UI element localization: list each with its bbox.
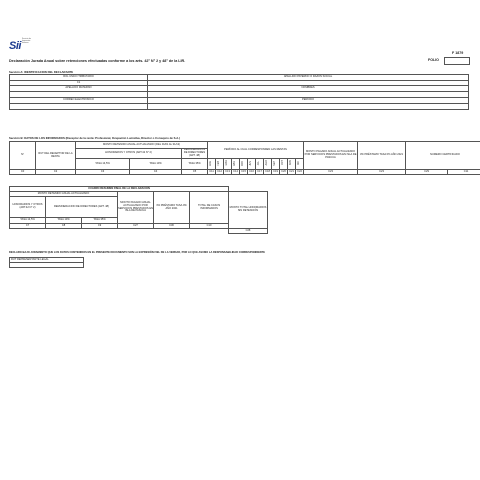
month-label: FEB xyxy=(217,160,221,166)
cuadro-code: C7 xyxy=(10,224,46,229)
numero-certificado-label: NUMERO CERTIFICADO xyxy=(406,142,480,170)
month-header xyxy=(264,159,272,170)
form-title: Declaración Jurada Anual sobre retenciones efectuadas conforme a los arts. 42° N° 2 y 48° de la LIR. xyxy=(9,59,186,63)
code-cell: C20 xyxy=(281,169,286,173)
code-cell: C4 xyxy=(130,170,182,175)
section-a-title: Sección A: IDENTIFICACION DEL DECLARANTE xyxy=(9,70,74,74)
cuadro-code: C9 xyxy=(82,224,118,229)
cuadro-code: C10 xyxy=(190,224,229,229)
month-header xyxy=(296,159,304,170)
month-header xyxy=(256,159,264,170)
code-cell: C13 xyxy=(225,169,230,173)
month-label: MAY xyxy=(241,160,245,166)
honorarios-label: HONORARIOS Y OTROS (ART.42 N° 2) xyxy=(76,149,182,159)
month-label: NOV xyxy=(289,160,293,166)
rol-label: ROL UNICO TRIBUTARIO xyxy=(10,75,148,81)
cuadro-tasa-3: TASA 35% xyxy=(82,218,118,224)
month-label: MAR xyxy=(225,160,229,166)
periodo-field[interactable] xyxy=(148,104,469,110)
month-header xyxy=(248,159,256,170)
cuadro-title: CUADRO RESUMEN FINAL DE LA DECLARACIÓN xyxy=(10,187,229,192)
tasa-1-label: TASA 14,5% xyxy=(76,159,130,170)
code-cell: C17 xyxy=(257,169,262,173)
sii-logo xyxy=(9,36,41,50)
folio-field[interactable] xyxy=(444,57,470,65)
cuadro-total-casos-label: TOTAL DE CASOS INFORMADOS xyxy=(190,192,229,224)
code-cell: C16 xyxy=(249,169,254,173)
section-b-title: Sección B: DATOS DE LOS INFORMADOS (Receptor de la renta: Profesional, Ocupación Lucrativa, Director o Consejero de S.A.) xyxy=(9,136,181,140)
section-b-table xyxy=(9,141,480,175)
remuneracion-label: REMUNERACION DE DIRECTORES (ART. 48) xyxy=(182,149,208,159)
code-cell: C22 xyxy=(297,169,302,173)
correo-field[interactable] xyxy=(10,104,148,110)
code-cell: C0 xyxy=(10,170,36,175)
logo-subtext: Servicio de Impuestos Internos xyxy=(22,38,31,44)
apellido-materno-label: APELLIDO MATERNO xyxy=(10,86,148,92)
code-cell: C21 xyxy=(289,169,294,173)
cuadro-resumen-table xyxy=(9,186,229,229)
cuadro-code: C8 xyxy=(46,224,82,229)
rut-receptor-label: RUT DEL RECEPTOR DE LA RENTA xyxy=(36,142,76,170)
cuadro-code: C27 xyxy=(118,224,154,229)
code-cell: C29 xyxy=(406,170,448,175)
code-cell: C14 xyxy=(233,169,238,173)
monto-pagado-label: MONTO PAGADO ANUAL ACTUALIZADO POR SERVICIOS PRESTADOS EN ISLA DE PASCUA xyxy=(304,142,358,170)
code-cell: C18 xyxy=(265,169,270,173)
month-header xyxy=(216,159,224,170)
month-label: AGO xyxy=(265,160,269,166)
monto-retenido-label: MONTO RETENIDO ANUAL ACTUALIZADO (DEL 01/01 AL 31/12) xyxy=(76,142,208,149)
cuadro-honorarios-label: HONORARIOS Y OTROS (ART.42 N° 2) xyxy=(10,197,46,218)
month-label: ABR xyxy=(233,160,237,166)
folio-label: FOLIO xyxy=(428,58,439,62)
tasa-2-label: TASA 10% xyxy=(130,159,182,170)
apellido-paterno-label: APELLIDO PATERNO O RAZON SOCIAL xyxy=(148,75,469,81)
nro-label: Nº xyxy=(10,142,36,170)
month-label: DIC xyxy=(297,160,301,166)
rut-representante-label: RUT REPRESENTANTE LEGAL xyxy=(10,258,84,263)
code-cell: C11 xyxy=(209,169,214,173)
cuadro-prestamo-label: 3% PRÉSTAMO TASA 0% AÑO 2021 xyxy=(154,192,190,224)
cuadro-code: C30 xyxy=(154,224,190,229)
code-cell: C12 xyxy=(217,169,222,173)
cuadro-monto-total-table xyxy=(228,191,268,234)
code-cell: C19 xyxy=(273,169,278,173)
month-label: JUN xyxy=(249,160,253,166)
code-cell: C5 xyxy=(182,170,208,175)
periodo-label: PERIODO xyxy=(148,98,469,104)
month-label: ENE xyxy=(209,160,213,166)
month-header xyxy=(240,159,248,170)
rut-representante-table xyxy=(9,257,84,268)
logo-text: Sii xyxy=(9,40,21,52)
cuadro-monto-pagado-label: MONTO PAGADO ANUAL ACTUALIZADO POR SERVICIOS PRESTADOS EN ISLA DE PASCUA xyxy=(118,192,154,224)
rut-representante-field[interactable] xyxy=(10,263,84,268)
month-header xyxy=(288,159,296,170)
prestamo-label: 3% PRÉSTAMO TASA 0% AÑO 2021 xyxy=(358,142,406,170)
month-header xyxy=(272,159,280,170)
form-code: F 1879 xyxy=(452,51,464,55)
cuadro-monto-total-label: MONTO TOTAL HONORARIOS SIN RETENCIÓN xyxy=(229,192,268,229)
cuadro-tasa-2: TASA 10% xyxy=(46,218,82,224)
cuadro-remuneracion-label: REMUNERACION DE DIRECTORES (ART. 48) xyxy=(46,197,118,218)
month-header xyxy=(280,159,288,170)
cuadro-code: C28 xyxy=(229,229,268,234)
code-cell: C3 xyxy=(76,170,130,175)
correo-label: CORREO ELECTRÓNICO xyxy=(10,98,148,104)
month-header xyxy=(208,159,216,170)
code-cell: C15 xyxy=(241,169,246,173)
tasa-3-label: TASA 35% xyxy=(182,159,208,170)
code-cell: C11 xyxy=(448,170,480,175)
month-label: OCT xyxy=(281,160,285,166)
cuadro-monto-retenido-label: MONTO RETENIDO ANUAL ACTUALIZADO xyxy=(10,192,118,197)
periodo-rentas-label: PERÍODO AL CUAL CORRESPONDEN LAS RENTAS xyxy=(208,142,304,159)
month-header xyxy=(232,159,240,170)
c1-code: C1 xyxy=(10,81,148,86)
month-header xyxy=(224,159,232,170)
declaration-text: DECLARO BAJO JURAMENTO QUE LOS DATOS CONTENIDOS EN EL PRESENTE DOCUMENTO SON LA EXPRESIÓN FIEL DE LA VERDAD, POR LO QUE ASUMO LA RESPONSABILIDAD CORRESPONDIENTE xyxy=(9,251,265,254)
code-cell: C2 xyxy=(36,170,76,175)
month-label: JUL xyxy=(257,160,261,166)
section-a-table xyxy=(9,74,469,110)
month-label: SEP xyxy=(273,160,277,166)
code-cell: C23 xyxy=(358,170,406,175)
nombres-label: NOMBRES xyxy=(148,86,469,92)
code-cell: C23 xyxy=(304,170,358,175)
cuadro-tasa-1: TASA 14,5% xyxy=(10,218,46,224)
